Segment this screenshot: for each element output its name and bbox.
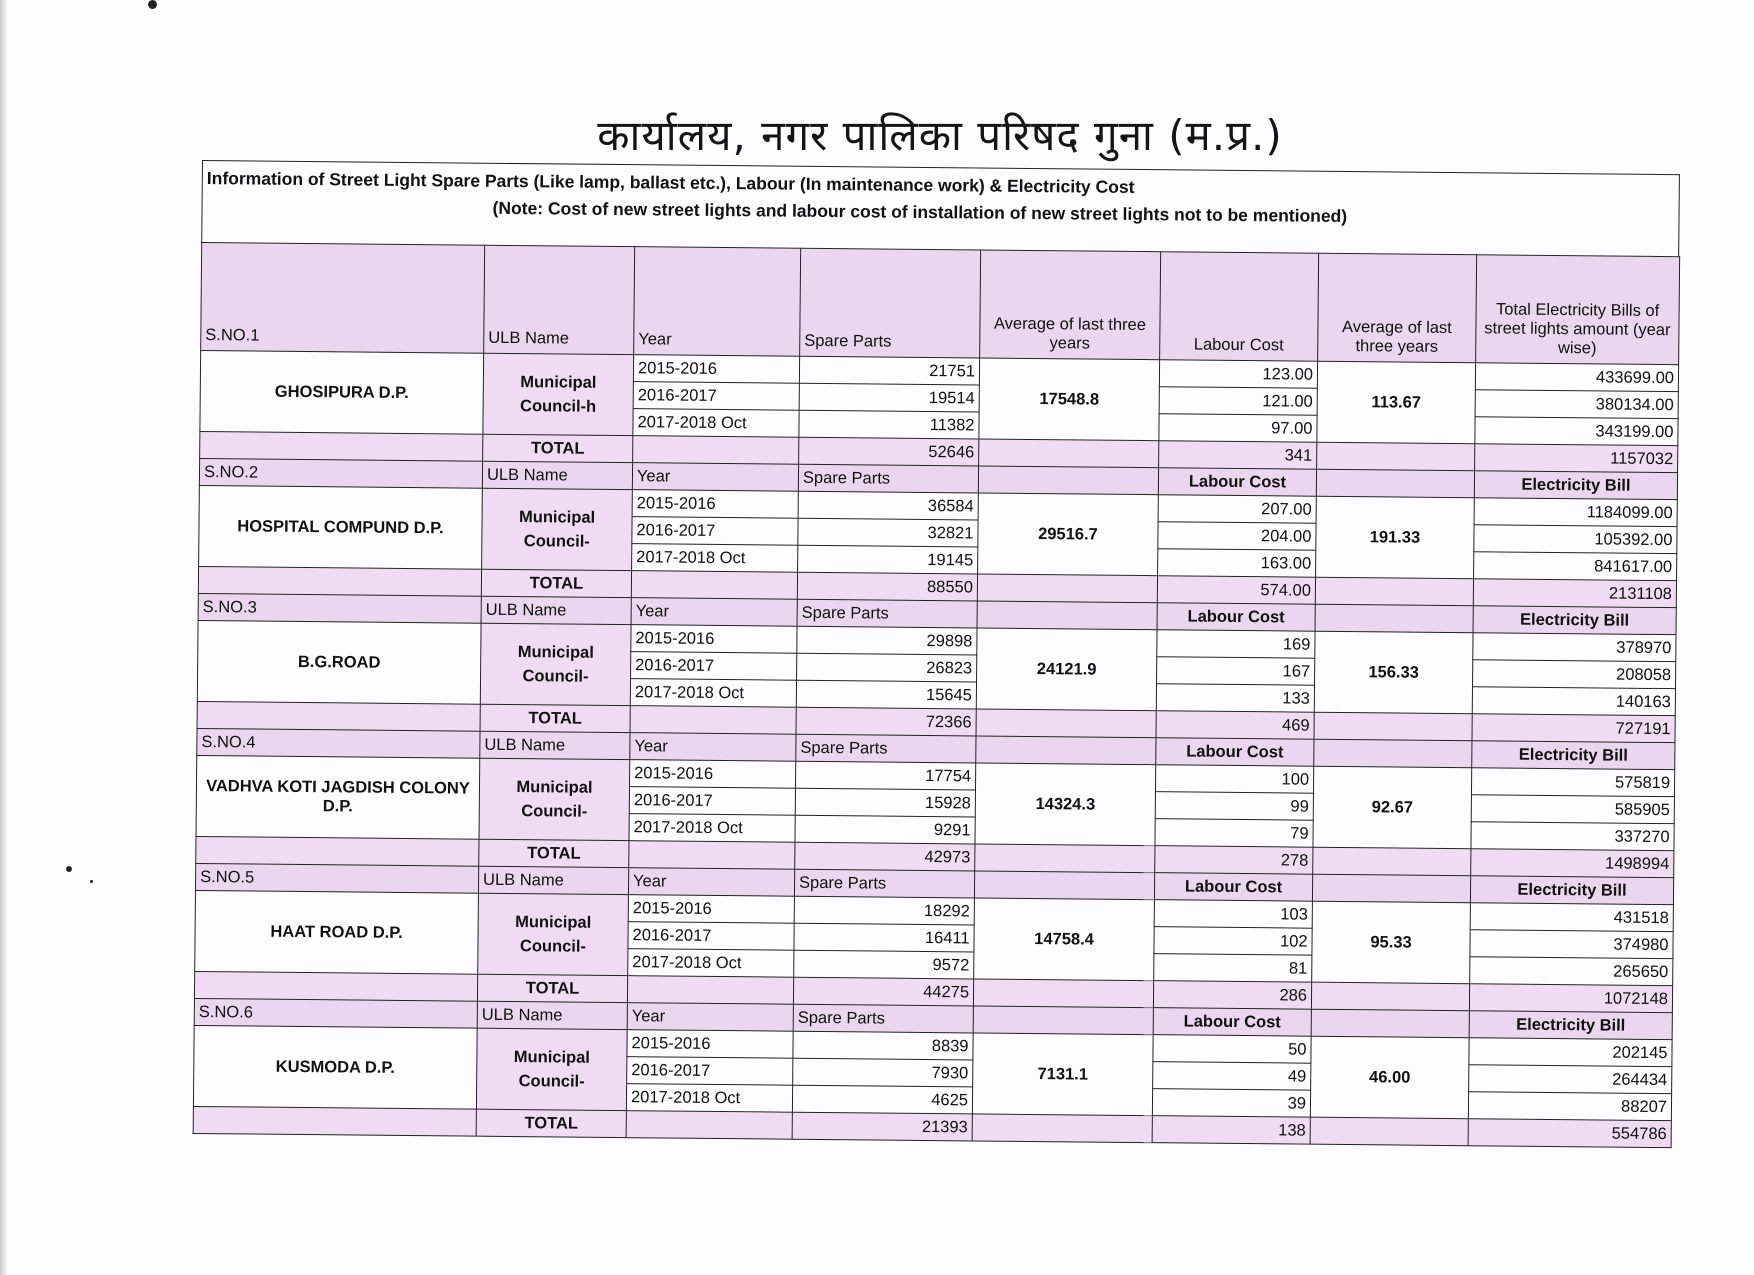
office-heading: कार्यालय, नगर पालिका परिषद गुना (म.प्र.)	[597, 111, 1283, 160]
info-note: (Note: Cost of new street lights and labour cost of installation of new street lights not to be mentioned)	[492, 197, 1348, 226]
table-header-row	[201, 243, 1680, 365]
total-label: TOTAL	[481, 569, 631, 597]
total-label: TOTAL	[477, 974, 627, 1002]
blank-cell	[196, 836, 479, 866]
year-cell: 2015-2016	[627, 1030, 793, 1059]
ulb-name: Municipal Council-h	[483, 353, 634, 435]
header-labour-cost: Labour Cost	[1160, 252, 1319, 362]
year-cell: 2016-2017	[633, 382, 799, 411]
section-sno: S.NO.4	[197, 728, 480, 758]
spare-total-cell: 72366	[796, 707, 976, 736]
blank-cell	[1314, 712, 1472, 741]
dp-name: GHOSIPURA D.P.	[200, 350, 484, 434]
avg-spare-cell: 24121.9	[976, 628, 1157, 711]
ulb-name: Municipal Council-	[478, 893, 629, 975]
header-spare-parts: Spare Parts	[800, 248, 981, 358]
spare-parts-cell: 8839	[793, 1031, 973, 1060]
year-cell: 2017-2018 Oct	[628, 949, 794, 978]
section-elec-label: Electricity Bill	[1474, 471, 1677, 500]
avg-spare-cell: 14758.4	[974, 898, 1155, 981]
section-labour-label: Labour Cost	[1156, 738, 1314, 767]
info-box	[201, 160, 1680, 256]
year-cell: 2015-2016	[630, 760, 796, 789]
blank-cell	[972, 1114, 1152, 1143]
blank-cell	[1313, 847, 1471, 876]
section-blank-cell	[976, 736, 1156, 765]
spare-parts-cell: 19145	[798, 545, 978, 574]
electricity-bill-cell: 140163	[1472, 687, 1675, 716]
section-elec-label: Electricity Bill	[1473, 606, 1676, 635]
section-elec-label: Electricity Bill	[1470, 876, 1673, 905]
spare-parts-cell: 16411	[794, 923, 974, 952]
punch-mark	[148, 0, 157, 9]
section-ulb-label: ULB Name	[477, 1001, 627, 1029]
labour-total-cell: 469	[1156, 711, 1314, 740]
year-cell: 2016-2017	[632, 517, 798, 546]
electricity-bill-cell: 337270	[1471, 822, 1674, 851]
labour-cost-cell: 207.00	[1158, 495, 1316, 524]
blank-cell	[973, 979, 1153, 1008]
year-cell: 2016-2017	[631, 652, 797, 681]
blank-cell	[631, 571, 797, 600]
labour-cost-cell: 81	[1154, 954, 1312, 983]
blank-cell	[198, 566, 481, 596]
section-spare-label: Spare Parts	[793, 1004, 973, 1033]
avg-spare-cell: 7131.1	[972, 1033, 1153, 1116]
section-elec-label: Electricity Bill	[1472, 741, 1675, 770]
avg-spare-cell: 29516.7	[978, 493, 1159, 576]
electricity-total-cell: 1072148	[1469, 984, 1672, 1013]
spare-parts-cell: 21751	[799, 356, 979, 385]
scan-edge-shadow	[0, 0, 8, 1275]
year-cell: 2016-2017	[627, 1057, 793, 1086]
spare-parts-cell: 29898	[797, 626, 977, 655]
spare-parts-cell: 9291	[795, 815, 975, 844]
blank-cell	[977, 574, 1157, 603]
dp-name: HOSPITAL COMPUND D.P.	[199, 485, 483, 569]
year-cell: 2017-2018 Oct	[633, 409, 799, 438]
section-elec-label: Electricity Bill	[1469, 1011, 1672, 1040]
street-light-cost-table	[193, 242, 1680, 1148]
dp-name: HAAT ROAD D.P.	[195, 890, 479, 974]
blank-cell	[1311, 982, 1469, 1011]
labour-total-cell: 341	[1159, 441, 1317, 470]
year-cell: 2015-2016	[632, 490, 798, 519]
year-cell: 2016-2017	[629, 787, 795, 816]
labour-cost-cell: 99	[1155, 792, 1313, 821]
section-ulb-label: ULB Name	[481, 596, 631, 624]
electricity-bill-cell: 343199.00	[1475, 417, 1678, 446]
section-labour-label: Labour Cost	[1158, 468, 1316, 497]
spare-parts-cell: 19514	[799, 383, 979, 412]
section-spare-label: Spare Parts	[794, 869, 974, 898]
section-blank-cell	[1316, 469, 1474, 498]
year-cell: 2015-2016	[628, 895, 794, 924]
labour-total-cell: 278	[1155, 846, 1313, 875]
section-ulb-label: ULB Name	[482, 461, 632, 489]
section-year-label: Year	[628, 868, 794, 897]
dp-name: VADHVA KOTI JAGDISH COLONY D.P.	[196, 755, 480, 839]
total-label: TOTAL	[480, 704, 630, 732]
electricity-bill-cell: 265650	[1470, 957, 1673, 986]
spare-parts-cell: 15928	[795, 788, 975, 817]
labour-cost-cell: 50	[1153, 1035, 1311, 1064]
spare-total-cell: 44275	[793, 977, 973, 1006]
blank-cell	[197, 701, 480, 731]
section-year-label: Year	[632, 463, 798, 492]
electricity-bill-cell: 575819	[1471, 768, 1674, 797]
labour-total-cell: 138	[1152, 1116, 1310, 1145]
section-sno: S.NO.2	[199, 458, 482, 488]
spare-total-cell: 88550	[797, 572, 977, 601]
electricity-bill-cell: 374980	[1470, 930, 1673, 959]
section-spare-label: Spare Parts	[797, 599, 977, 628]
blank-cell	[200, 431, 483, 461]
speck-mark	[66, 866, 72, 872]
speck-mark	[90, 880, 93, 883]
section-year-label: Year	[631, 598, 797, 627]
labour-cost-cell: 102	[1154, 927, 1312, 956]
blank-cell	[629, 841, 795, 870]
section-blank-cell	[973, 1006, 1153, 1035]
labour-cost-cell: 97.00	[1159, 414, 1317, 443]
ulb-name: Municipal Council-	[476, 1028, 627, 1110]
electricity-total-cell: 2131108	[1473, 579, 1676, 608]
ulb-name: Municipal Council-	[480, 623, 631, 705]
spare-parts-cell: 32821	[798, 518, 978, 547]
labour-cost-cell: 79	[1155, 819, 1313, 848]
section-sno: S.NO.3	[198, 593, 481, 623]
labour-cost-cell: 100	[1155, 765, 1313, 794]
year-cell: 2016-2017	[628, 922, 794, 951]
ulb-name: Municipal Council-	[482, 488, 633, 570]
electricity-bill-cell: 202145	[1469, 1038, 1672, 1067]
spare-parts-cell: 4625	[792, 1085, 972, 1114]
total-label: TOTAL	[479, 839, 629, 867]
section-blank-cell	[1312, 874, 1470, 903]
electricity-bill-cell: 841617.00	[1474, 552, 1677, 581]
avg-labour-cell: 191.33	[1316, 496, 1475, 579]
section-blank-cell	[1311, 1009, 1469, 1038]
spare-parts-cell: 9572	[794, 950, 974, 979]
electricity-total-cell: 1498994	[1471, 849, 1674, 878]
section-blank-cell	[1314, 739, 1472, 768]
spare-total-cell: 21393	[792, 1112, 972, 1141]
header-avg-spare: Average of last three years	[980, 250, 1161, 360]
electricity-bill-cell: 431518	[1470, 903, 1673, 932]
section-blank-cell	[1315, 604, 1473, 633]
header-electricity-bills: Total Electricity Bills of street lights amount (year wise)	[1476, 255, 1680, 365]
spare-parts-cell: 11382	[799, 410, 979, 439]
electricity-bill-cell: 105392.00	[1474, 525, 1677, 554]
report-sheet	[193, 160, 1680, 1148]
section-spare-label: Spare Parts	[796, 734, 976, 763]
blank-cell	[976, 709, 1156, 738]
section-spare-label: Spare Parts	[798, 464, 978, 493]
section-sno: S.NO.5	[195, 863, 478, 893]
year-cell: 2017-2018 Oct	[630, 679, 796, 708]
electricity-bill-cell: 380134.00	[1475, 390, 1678, 419]
blank-cell	[975, 844, 1155, 873]
section-labour-label: Labour Cost	[1153, 1008, 1311, 1037]
section-blank-cell	[978, 466, 1158, 495]
year-cell: 2017-2018 Oct	[632, 544, 798, 573]
blank-cell	[627, 976, 793, 1005]
electricity-total-cell: 554786	[1468, 1119, 1671, 1148]
dp-name: B.G.ROAD	[197, 620, 481, 704]
labour-cost-cell: 123.00	[1159, 360, 1317, 389]
avg-labour-cell: 156.33	[1314, 631, 1473, 714]
electricity-bill-cell: 433699.00	[1475, 363, 1678, 392]
header-sno: S.NO.1	[201, 243, 485, 354]
header-year: Year	[634, 247, 801, 357]
spare-total-cell: 52646	[799, 437, 979, 466]
section-sno: S.NO.6	[194, 998, 477, 1028]
spare-parts-cell: 15645	[796, 680, 976, 709]
spare-parts-cell: 18292	[794, 896, 974, 925]
labour-cost-cell: 167	[1157, 657, 1315, 686]
avg-labour-cell: 113.67	[1317, 361, 1476, 444]
electricity-bill-cell: 378970	[1473, 633, 1676, 662]
spare-parts-cell: 26823	[797, 653, 977, 682]
blank-cell	[1317, 442, 1475, 471]
info-title: Information of Street Light Spare Parts (Like lamp, ballast etc.), Labour (In maintenance work) & Electricity Cost	[206, 168, 1135, 197]
avg-spare-cell: 14324.3	[975, 763, 1156, 846]
spare-parts-cell: 17754	[795, 761, 975, 790]
section-ulb-label: ULB Name	[480, 731, 630, 759]
labour-total-cell: 574.00	[1157, 576, 1315, 605]
blank-cell	[630, 706, 796, 735]
section-labour-label: Labour Cost	[1154, 873, 1312, 902]
blank-cell	[194, 971, 477, 1001]
electricity-total-cell: 727191	[1472, 714, 1675, 743]
labour-cost-cell: 133	[1156, 684, 1314, 713]
labour-total-cell: 286	[1153, 981, 1311, 1010]
spare-parts-cell: 7930	[793, 1058, 973, 1087]
electricity-bill-cell: 208058	[1473, 660, 1676, 689]
spare-parts-cell: 36584	[798, 491, 978, 520]
electricity-bill-cell: 88207	[1468, 1092, 1671, 1121]
electricity-total-cell: 1157032	[1475, 444, 1678, 473]
table-body	[193, 243, 1679, 1148]
spare-total-cell: 42973	[795, 842, 975, 871]
labour-cost-cell: 49	[1153, 1062, 1311, 1091]
avg-labour-cell: 46.00	[1310, 1036, 1469, 1119]
labour-cost-cell: 204.00	[1158, 522, 1316, 551]
blank-cell	[633, 436, 799, 465]
year-cell: 2017-2018 Oct	[629, 814, 795, 843]
electricity-bill-cell: 1184099.00	[1474, 498, 1677, 527]
labour-cost-cell: 169	[1157, 630, 1315, 659]
blank-cell	[193, 1106, 476, 1136]
year-cell: 2015-2016	[633, 355, 799, 384]
section-ulb-label: ULB Name	[478, 866, 628, 894]
section-labour-label: Labour Cost	[1157, 603, 1315, 632]
dp-name: KUSMODA D.P.	[193, 1025, 477, 1109]
electricity-bill-cell: 585905	[1471, 795, 1674, 824]
blank-cell	[1310, 1117, 1468, 1146]
ulb-name: Municipal Council-	[479, 758, 630, 840]
labour-cost-cell: 103	[1154, 900, 1312, 929]
avg-spare-cell: 17548.8	[979, 358, 1160, 441]
year-cell: 2017-2018 Oct	[626, 1084, 792, 1113]
labour-cost-cell: 163.00	[1158, 549, 1316, 578]
avg-labour-cell: 95.33	[1312, 901, 1471, 984]
avg-labour-cell: 92.67	[1313, 766, 1472, 849]
blank-cell	[626, 1111, 792, 1140]
header-ulb-name: ULB Name	[484, 245, 635, 354]
section-year-label: Year	[627, 1003, 793, 1032]
year-cell: 2015-2016	[631, 625, 797, 654]
blank-cell	[1315, 577, 1473, 606]
section-blank-cell	[974, 871, 1154, 900]
section-year-label: Year	[630, 733, 796, 762]
labour-cost-cell: 39	[1152, 1089, 1310, 1118]
total-label: TOTAL	[476, 1109, 626, 1137]
labour-cost-cell: 121.00	[1159, 387, 1317, 416]
section-blank-cell	[977, 601, 1157, 630]
header-avg-labour: Average of last three years	[1318, 253, 1477, 363]
electricity-bill-cell: 264434	[1469, 1065, 1672, 1094]
total-label: TOTAL	[483, 434, 633, 462]
blank-cell	[979, 439, 1159, 468]
